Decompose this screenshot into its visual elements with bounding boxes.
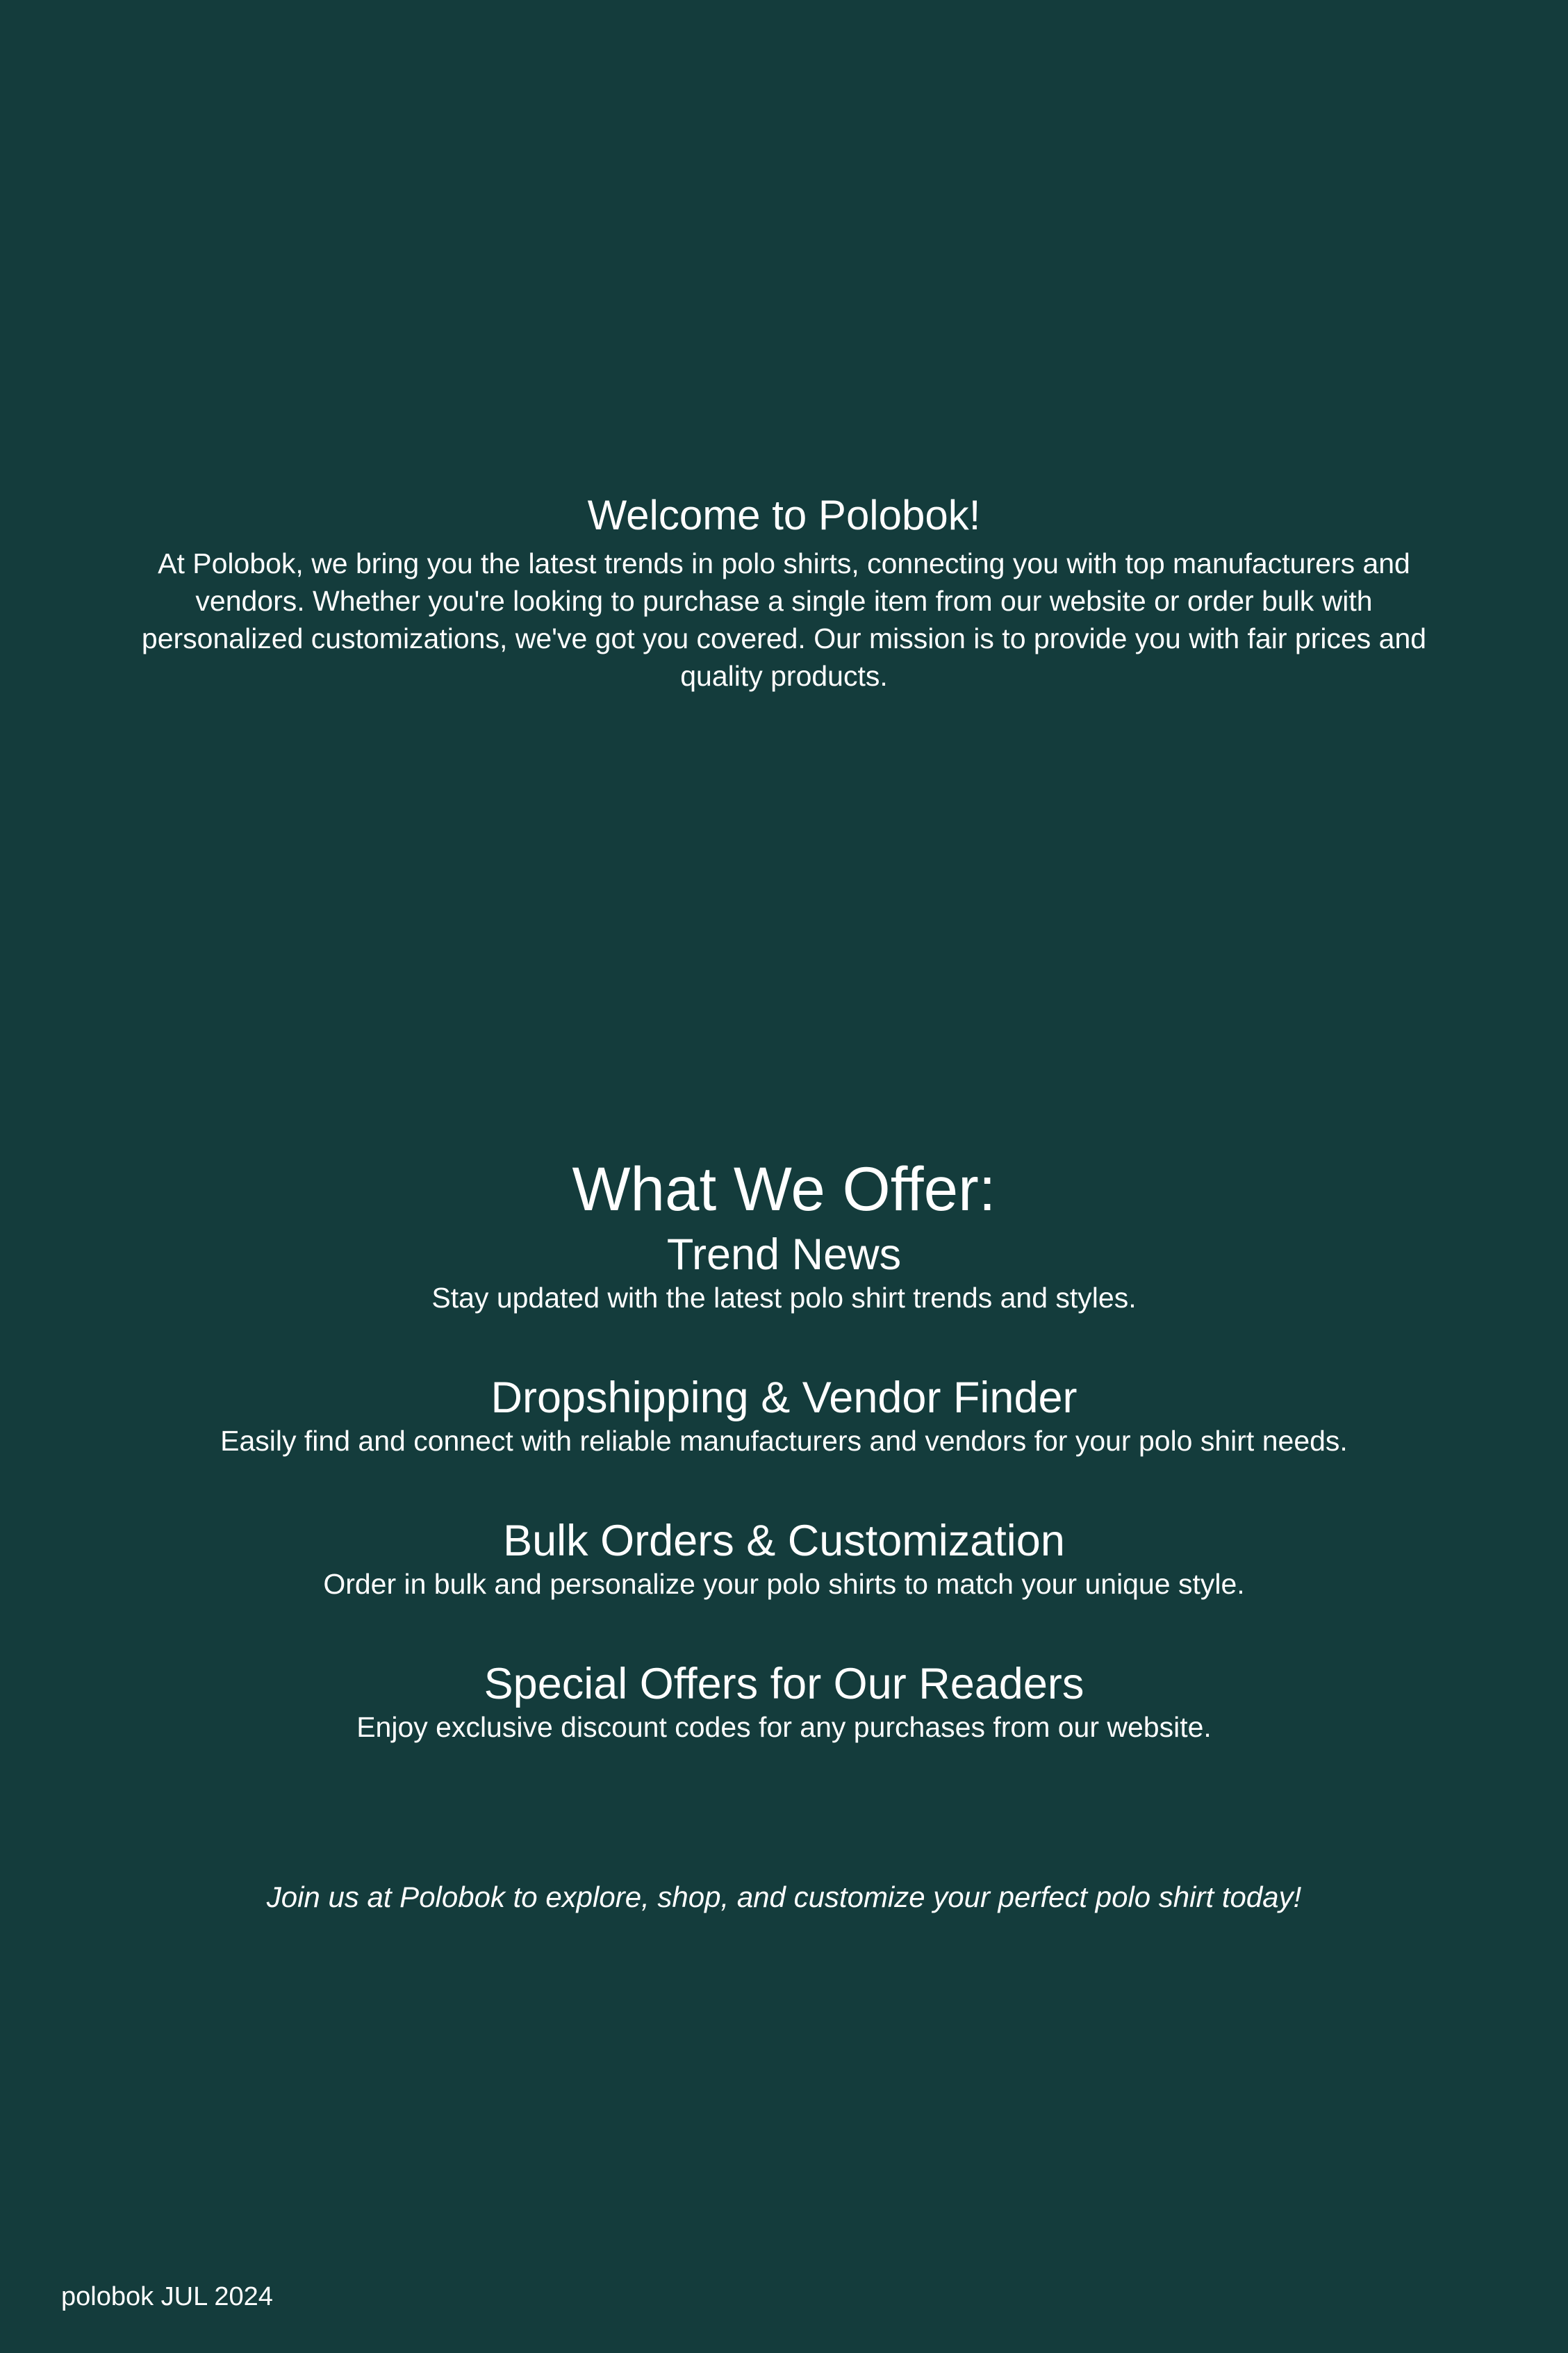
offer-item-trend-news [111, 1230, 1457, 1316]
offer-item-title: Special Offers for Our Readers [484, 1660, 1084, 1708]
footer-note: polobok JUL 2024 [61, 2282, 273, 2311]
offer-item-title: Bulk Orders & Customization [503, 1517, 1065, 1565]
welcome-section [111, 486, 1457, 695]
welcome-title: Welcome to Polobok! [587, 492, 981, 538]
offer-item-title: Trend News [666, 1230, 902, 1279]
welcome-body: At Polobok, we bring you the latest trends in polo shirts, connecting you with top manufacturers and vendors. Whether you're looking to purchase a single item from our website or order bulk with personalized customizations, we've got you covered. Our mission is to provide you with fair prices and quality products. [141, 547, 1427, 692]
offer-item-description: Easily find and connect with reliable manufacturers and vendors for your polo shirt needs. [220, 1425, 1348, 1457]
offer-item-description: Stay updated with the latest polo shirt trends and styles. [431, 1282, 1137, 1314]
offer-item-description: Order in bulk and personalize your polo shirts to match your unique style. [323, 1568, 1245, 1600]
offer-item-bulk-orders [111, 1516, 1457, 1602]
offer-title: What We Offer: [572, 1154, 996, 1223]
offer-item-title: Dropshipping & Vendor Finder [490, 1373, 1078, 1422]
offer-item-dropshipping [111, 1373, 1457, 1459]
closing-tagline: Join us at Polobok to explore, shop, and customize your perfect polo shirt today! [266, 1881, 1302, 1913]
offer-section [111, 1148, 1457, 1802]
offer-item-description: Enjoy exclusive discount codes for any purchases from our website. [356, 1711, 1212, 1743]
offer-item-special-offers [111, 1659, 1457, 1745]
